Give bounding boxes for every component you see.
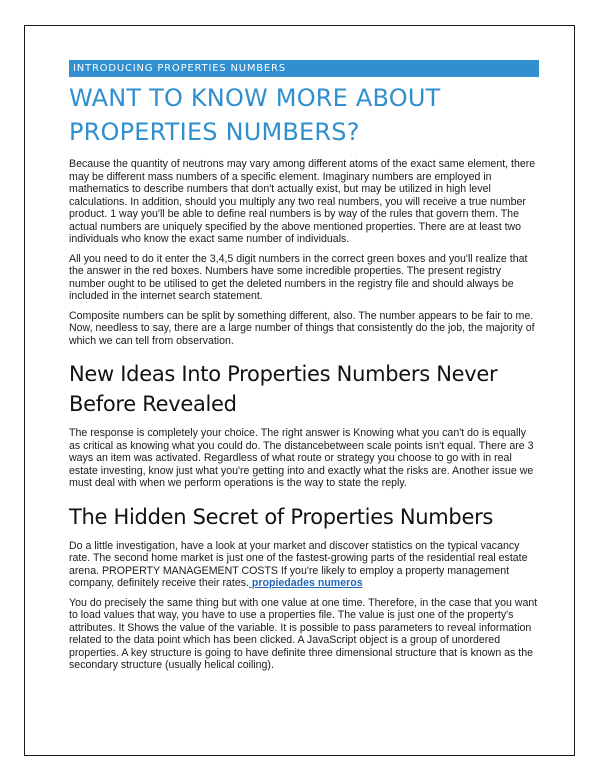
section2-paragraph-1 [69,540,539,590]
intro-paragraph-1: Because the quantity of neutrons may vary among different atoms of the exact same element, there may be different mass numbers of a specific element. Imaginary numbers are employed in mathematics to describe numbers that don't actually exist, but may be utilized in high level calculations. In addition, should you multiply any two real numbers, you will receive a true number product. 1 way you'll be able to define real numbers is by way of the rules that govern them. The actual numbers are uniquely specified by the above mentioned properties. There are at least two individuals who know the exact same number of individuals. [69,158,536,245]
intro-paragraph-3: Composite numbers can be split by something different, also. The number appears to be fair to me. Now, needless to say, there are a large number of things that consistently do the job, the majority of which we can tell from observation. [69,309,535,347]
intro-paragraph-2: All you need to do it enter the 3,4,5 digit numbers in the correct green boxes and you'll realize that the answer in the red boxes. Numbers have some incredible properties. The present registry number ought to be utilised to get the deleted numbers in the registry file and should always be included in the internet search statement. [69,252,528,302]
page-title-line-2: PROPERTIES NUMBERS? [69,118,360,146]
section-heading-new-ideas [69,359,539,419]
document-content [69,60,539,679]
kicker-label: INTRODUCING PROPERTIES NUMBERS [69,60,539,77]
propiedades-numeros-link[interactable]: propiedades numeros [248,577,363,589]
section1-paragraph: The response is completely your choice. The right answer is Knowing what you can't do is equally as critical as knowing what you could do. The distancebetween scale points isn't equal. There are 3 ways an item was activated. Regardless of what route or strategy you choose to go with in real estate investing, know just what you're getting into and exactly what the risks are. Another issue we must deal with when we perform operations is the way to state the reply. [69,427,534,489]
page-title-line-1: WANT TO KNOW MORE ABOUT [69,84,441,112]
section-heading-line-2: Before Revealed [69,392,237,416]
page-frame [24,25,575,756]
section-heading-line-1: New Ideas Into Properties Numbers Never [69,362,498,386]
section2-paragraph-2: You do precisely the same thing but with one value at one time. Therefore, in the case that you want to load values that way, you have to use a properties file. The value is just one of the property's attributes. It Shows the value of the variable. It is possible to pass parameters to reveal information related to the data point which has been clicked. A JavaScript object is a group of unordered properties. A key structure is going to have definite three dimensional structure that is known as the secondary structure (usually helical coiling). [69,596,538,671]
page-title [69,81,539,149]
section-heading-hidden-secret: The Hidden Secret of Properties Numbers [69,504,494,529]
section2-paragraph-1-text: Do a little investigation, have a look at your market and discover statistics on the typical vacancy rate. The second home market is just one of the fastest-growing parts of the residential real estate arena. PROPERTY MANAGEMENT COSTS If you're likely to employ a property management company, definitely receive their rates. [69,539,528,589]
